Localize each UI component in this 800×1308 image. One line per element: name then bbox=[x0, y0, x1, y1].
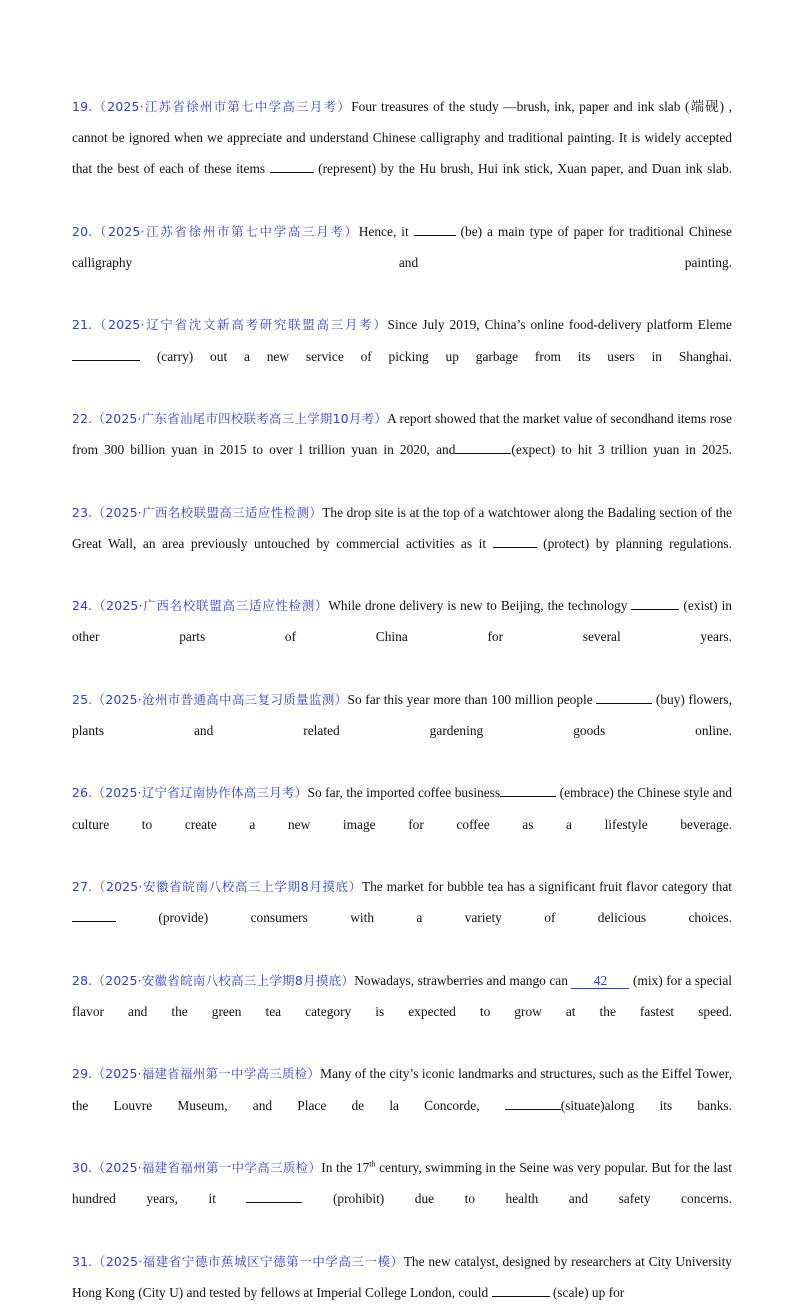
question-source: 28.（2025·安徽省皖南八校高三上学期8月摸底） bbox=[72, 972, 355, 988]
answer-blank[interactable] bbox=[414, 221, 456, 236]
question-text: (embrace) the Chinese style and culture to create a new image for coffee as a lifestyle beverage. bbox=[72, 785, 732, 832]
question-text: While drone delivery is new to Beijing, the technology bbox=[328, 598, 632, 614]
question-24 bbox=[72, 590, 732, 684]
answer-blank[interactable] bbox=[596, 689, 652, 704]
answer-blank-filled[interactable]: 42 bbox=[571, 974, 629, 989]
answer-blank[interactable] bbox=[270, 158, 314, 173]
question-text: The market for bubble tea has a significant fruit flavor category that bbox=[361, 879, 732, 895]
question-22 bbox=[72, 403, 732, 497]
question-26 bbox=[72, 777, 732, 871]
question-source: 29.（2025·福建省福州第一中学高三质检） bbox=[72, 1066, 321, 1082]
question-source: 24.（2025·广西名校联盟高三适应性检测） bbox=[72, 598, 329, 614]
question-text: Nowadays, strawberries and mango can bbox=[354, 972, 572, 988]
question-text: The new catalyst, designed by researchers at City University Hong Kong (City U) and tested by fellows at Imperial College London, could bbox=[72, 1253, 732, 1300]
question-source: 21.（2025·辽宁省沈文新高考研究联盟高三月考） bbox=[72, 317, 388, 333]
question-20 bbox=[72, 216, 732, 310]
question-source: 27.（2025·安徽省皖南八校高三上学期8月摸底） bbox=[72, 879, 362, 895]
question-text: Since July 2019, China’s online food-delivery platform Eleme bbox=[387, 317, 732, 333]
question-list bbox=[72, 91, 732, 1308]
question-text: (mix) for a special flavor and the green tea category is expected to grow at the fastest speed. bbox=[72, 972, 732, 1019]
question-source: 22.（2025·广东省汕尾市四校联考高三上学期10月考） bbox=[72, 411, 388, 427]
answer-blank[interactable] bbox=[505, 1095, 561, 1110]
question-source: 31.（2025·福建省宁德市蕉城区宁德第一中学高三一模） bbox=[72, 1253, 404, 1269]
answer-blank[interactable] bbox=[492, 1282, 550, 1297]
question-text: century, swimming in the Seine was very popular. But for the last hundred years, it bbox=[72, 1159, 732, 1207]
question-31 bbox=[72, 1246, 732, 1308]
answer-blank[interactable] bbox=[246, 1188, 302, 1203]
question-text: (expect) to hit 3 trillion yuan in 2025. bbox=[511, 442, 732, 458]
answer-blank[interactable] bbox=[631, 595, 679, 610]
question-text: (buy) flowers, plants and related gardening goods online. bbox=[72, 691, 732, 739]
question-text: Many of the city’s iconic landmarks and structures, such as the Eiffel Tower, the Louvre Museum, and Place de la Concorde, bbox=[72, 1066, 732, 1113]
question-text: (represent) by the Hu brush, Hui ink stick, Xuan paper, and Duan ink slab. bbox=[313, 161, 732, 177]
question-text: Hence, it bbox=[358, 223, 414, 239]
question-21 bbox=[72, 309, 732, 403]
question-23 bbox=[72, 497, 732, 591]
question-text: (prohibit) due to health and safety concerns. bbox=[302, 1191, 732, 1207]
question-source: 19.（2025·江苏省徐州市第七中学高三月考） bbox=[72, 99, 352, 114]
question-text: (scale) up for bbox=[549, 1284, 625, 1300]
question-19 bbox=[72, 91, 732, 216]
question-text: (carry) out a new service of picking up garbage from its users in Shanghai. bbox=[140, 348, 732, 364]
question-source: 23.（2025·广西名校联盟高三适应性检测） bbox=[72, 504, 323, 520]
question-source: 26.（2025·辽宁省辽南协作体高三月考） bbox=[72, 785, 308, 801]
question-source: 30.（2025·福建省福州第一中学高三质检） bbox=[72, 1159, 322, 1175]
question-text: A report showed that the market value of secondhand items rose from 300 billion yuan in 2015 to over l trillion yuan in 2020, and bbox=[72, 411, 732, 458]
question-27 bbox=[72, 871, 732, 965]
question-text: So far this year more than 100 million people bbox=[347, 691, 597, 707]
question-text: Four treasures of the study —brush, ink, paper and ink slab (端砚) , cannot be ignored when we appreciate and understand Chinese calligraphy and traditional painting. It is widely accepted that the best of each of these items bbox=[72, 99, 733, 177]
question-text: So far, the imported coffee business bbox=[307, 785, 501, 801]
question-source: 20.（2025·江苏省徐州市第七中学高三月考） bbox=[72, 223, 359, 239]
question-25 bbox=[72, 684, 732, 778]
question-text: (exist) in other parts of China for several years. bbox=[72, 598, 732, 645]
answer-blank[interactable] bbox=[72, 907, 116, 922]
answer-blank[interactable] bbox=[455, 439, 511, 454]
answer-blank[interactable] bbox=[500, 782, 556, 797]
question-text: The drop site is at the top of a watchtower along the Badaling section of the Great Wall, an area previously untouched by commercial activities as it bbox=[72, 504, 732, 551]
question-28 bbox=[72, 965, 732, 1059]
question-text: (be) a main type of paper for traditional Chinese calligraphy and painting. bbox=[72, 223, 733, 271]
superscript: th bbox=[369, 1159, 376, 1169]
question-text: (provide) consumers with a variety of delicious choices. bbox=[116, 910, 732, 926]
question-source: 25.（2025·沧州市普通高中高三复习质量监测） bbox=[72, 691, 348, 707]
question-29 bbox=[72, 1058, 732, 1152]
question-text: (situate)along its banks. bbox=[560, 1097, 732, 1113]
question-30 bbox=[72, 1152, 732, 1246]
question-text: (protect) by planning regulations. bbox=[536, 535, 732, 551]
answer-blank[interactable] bbox=[493, 533, 537, 548]
question-text: In the 17 bbox=[321, 1159, 370, 1175]
answer-blank[interactable] bbox=[72, 346, 140, 361]
